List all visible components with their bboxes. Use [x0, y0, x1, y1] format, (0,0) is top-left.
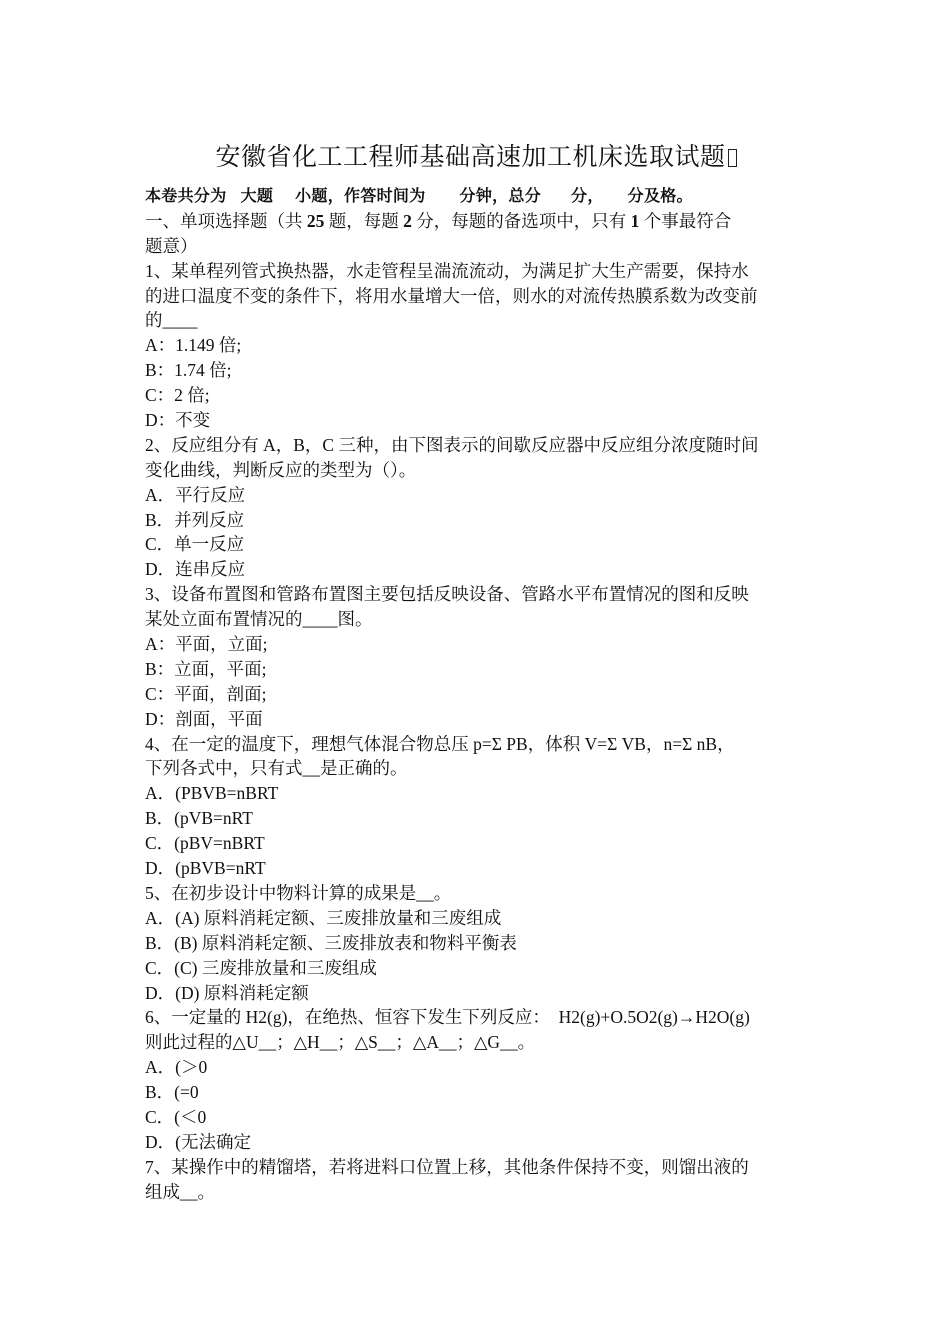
points-per-question: 2	[403, 210, 412, 231]
question-total: 25	[306, 210, 325, 231]
exam-info-part: 大题	[240, 186, 274, 205]
exam-info-part: 分钟，总分	[459, 186, 542, 205]
exam-info-part: 本卷共分为	[145, 186, 227, 205]
section-header-text: 分，每题的备选项中，只有	[416, 210, 627, 231]
answer-option: B：立面，平面;	[145, 658, 267, 679]
answer-option: D．连串反应	[145, 559, 246, 580]
question-stem-line: 的进口温度不变的条件下，将用水量增大一倍，则水的对流传热膜系数为改变前	[145, 285, 758, 306]
title-text: 安徽省化工工程师基础高速加工机床选取试题	[215, 144, 726, 171]
section-header-text: 一、单项选择题（共	[145, 210, 303, 231]
answer-option: D．(D) 原料消耗定额	[145, 982, 309, 1003]
answer-option: A：平面，立面;	[145, 634, 268, 655]
question-stem-line: 某处立面布置情况的____图。	[145, 609, 373, 630]
question-stem-line: 的____	[145, 310, 198, 331]
question-stem-line: 4、在一定的温度下，理想气体混合物总压 p=Σ PB，体积 V=Σ VB，n=Σ nB，	[145, 733, 735, 754]
answer-option: B：1.74 倍;	[145, 360, 232, 381]
question-stem-line: 2、反应组分有 A，B，C 三种，由下图表示的间歇反应器中反应组分浓度随时间	[145, 434, 759, 455]
question-stem-line: 变化曲线，判断反应的类型为（）。	[145, 459, 417, 480]
document-title	[145, 137, 807, 173]
question-1	[145, 259, 807, 433]
answer-option: C．(C) 三废排放量和三废组成	[145, 957, 377, 978]
question-stem-line: 组成__。	[145, 1181, 215, 1202]
question-7	[145, 1155, 807, 1205]
question-stem-line: 5、在初步设计中物料计算的成果是__。	[145, 882, 452, 903]
answer-option: A：1.149 倍;	[145, 335, 242, 356]
question-stem-line: 6、一定量的 H2(g)，在绝热、恒容下发生下列反应： H2(g)+O.5O2(g)→H2O(g)	[145, 1007, 750, 1028]
question-stem-line: 3、设备布置图和管路布置图主要包括反映设备、管路水平布置情况的图和反映	[145, 584, 749, 605]
section-header-text: 个事最符合	[643, 210, 732, 231]
answer-option: A．(A) 原料消耗定额、三废排放量和三废组成	[145, 907, 502, 928]
question-6	[145, 1005, 807, 1154]
question-stem-line: 下列各式中，只有式__是正确的。	[145, 758, 408, 779]
answer-option: D：不变	[145, 410, 211, 431]
exam-info-line	[145, 184, 807, 209]
question-3	[145, 582, 807, 731]
document-body	[145, 184, 807, 1205]
exam-info-part: 分，	[571, 186, 604, 205]
question-5	[145, 881, 807, 1005]
answer-option: B．(pVB=nRT	[145, 808, 253, 829]
answer-option: C：2 倍;	[145, 385, 210, 406]
answer-option: D．(pBVB=nRT	[145, 858, 266, 879]
answer-option: A．平行反应	[145, 484, 246, 505]
question-4	[145, 732, 807, 881]
exam-info-part: 小题，作答时间为	[295, 186, 426, 205]
answer-option: A．(PBVB=nBRT	[145, 783, 279, 804]
answer-option: B．并列反应	[145, 509, 245, 530]
section-header-line2: 题意）	[145, 235, 198, 256]
answer-option: C．(＜0	[145, 1106, 207, 1127]
section-header-text: 题，每题	[328, 210, 399, 231]
question-stem-line: 7、某操作中的精馏塔，若将进料口位置上移，其他条件保持不变，则馏出液的	[145, 1156, 749, 1177]
answer-option: C：平面，剖面;	[145, 683, 267, 704]
answer-option: C．(pBV=nBRT	[145, 833, 265, 854]
section-header	[145, 209, 807, 234]
question-stem-line: 则此过程的△U__；△H__；△S__；△A__；△G__。	[145, 1032, 536, 1053]
question-2	[145, 433, 807, 582]
answer-option: C．单一反应	[145, 534, 245, 555]
missing-glyph-icon	[728, 149, 737, 167]
correct-count: 1	[630, 210, 640, 231]
answer-option: D．(无法确定	[145, 1131, 251, 1152]
exam-info-part: 分及格。	[627, 186, 693, 205]
answer-option: B．(B) 原料消耗定额、三废排放表和物料平衡表	[145, 932, 517, 953]
question-list	[145, 259, 807, 1205]
question-stem-line: 1、某单程列管式换热器，水走管程呈湍流流动，为满足扩大生产需要，保持水	[145, 260, 749, 281]
answer-option: B．(=0	[145, 1082, 199, 1103]
answer-option: A．(＞0	[145, 1057, 208, 1078]
answer-option: D：剖面，平面	[145, 708, 263, 729]
